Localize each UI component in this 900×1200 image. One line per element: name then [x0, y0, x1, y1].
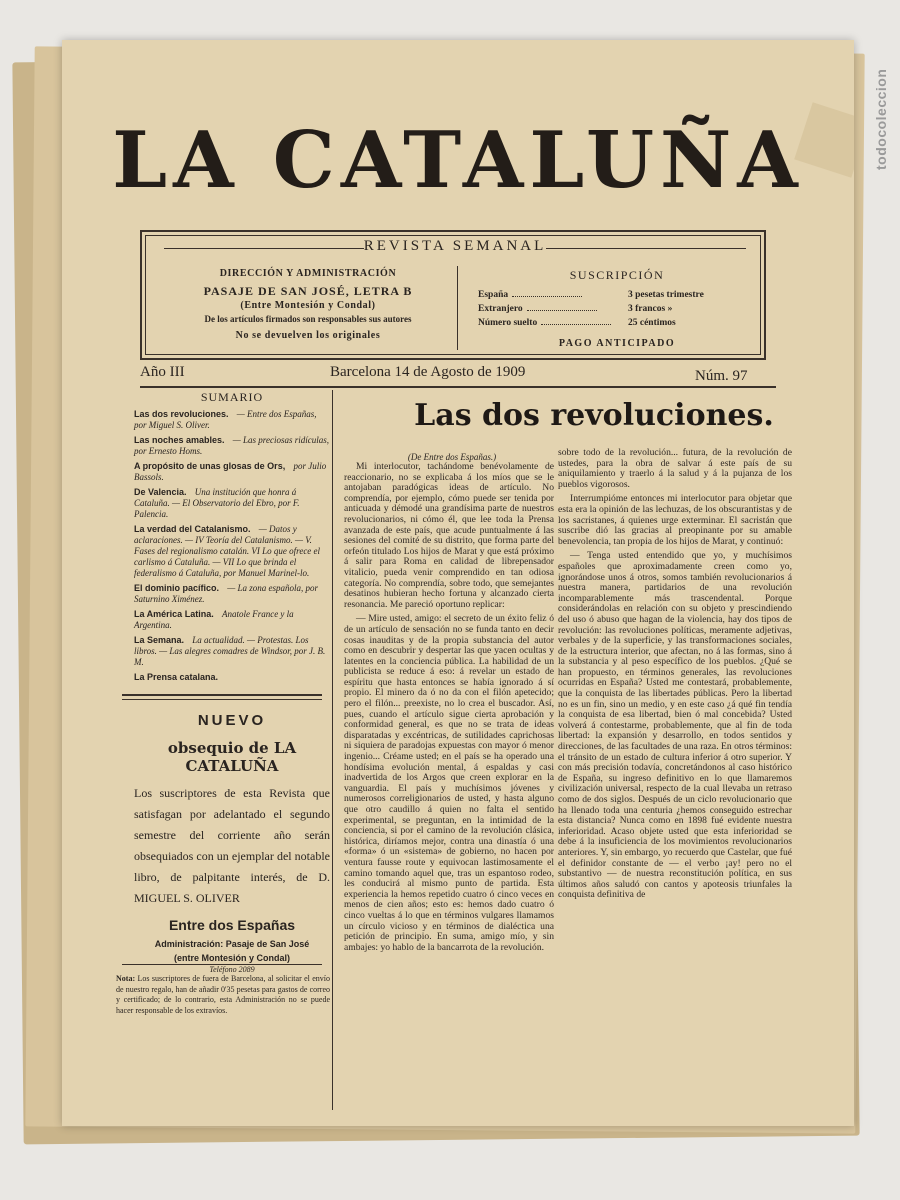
direccion-label: DIRECCIÓN Y ADMINISTRACIÓN	[219, 268, 397, 279]
article-column-1	[344, 462, 554, 957]
sumario-item: Las noches amables. — Las preciosas ridículas, por Ernesto Homs.	[134, 435, 329, 456]
sumario-item: La Prensa catalana.	[134, 672, 219, 682]
price-row-extranjero: Extranjero 3 francos »	[478, 304, 673, 314]
promo-book-title: Entre dos Españas	[168, 917, 296, 933]
dateline-rule	[140, 386, 776, 388]
nota-rule	[122, 964, 322, 965]
sumario-item: A propósito de unas glosas de Ors, por Julio Bassols.	[134, 461, 327, 482]
header-rule-left	[164, 248, 364, 249]
sumario-rule-1	[122, 694, 322, 696]
promo-admin: Administración: Pasaje de San José	[154, 939, 310, 949]
header-divider	[457, 266, 458, 350]
sumario-item: La América Latina. Anatole France y la Argentina.	[134, 609, 294, 630]
revista-semanal: REVISTA SEMANAL	[363, 238, 547, 254]
firmados-note: De los artículos firmados son responsables sus autores	[204, 314, 412, 324]
sumario-item: La Semana. La actualidad. — Protestas. Los libros. — Las alegres comadres de Windsor, por J. B. M.	[134, 635, 326, 667]
price-row-numero: Número suelto 25 céntimos	[478, 318, 676, 328]
promo-entre: (entre Montesión y Condal)	[173, 953, 290, 963]
column-divider	[332, 390, 333, 1110]
newspaper-page	[62, 40, 854, 1126]
article-paragraph: — Mire usted, amigo: el secreto de un éxito feliz ó de un artículo de sensación no se funda tanto en decir cosas inauditas y de la propia substancia del autor como en descubrir y despertar las que yacen ocultas y latentes en la conciencia pública. La habilidad de un publicista se reduce á eso: á revelar un estado de espíritu que hasta entonces se había ignorado á sí propio. El minero da ó no da con el filón apetecido; pero el filón... preexiste, no lo crea el buscador. Así, pues, cuando el artículo sigue cierta aprobación y conformidad general, es que no se trata de ideas disparatadas y excéntricas, de sutilidades caprichosas ni siquiera de paradojas expuestas con mayor ó menor ingenio... Créame usted; en el país se ha operado una hondísima evolución mental, á espaldas y casi inadvertida de los Argos que creen explorar en la vanguardia. El país y muchísimos jóvenes y numerosos correligionarios de usted, y hasta alguno que otro caudillo á quien no falta el sentido experimental, se preguntan, en la intimidad de la conciencia, si por el camino de la revolución clásica, histórica, diríamos mejor, contra una dinastía ó una «forma» ó un «sistema» de gobierno, no hacen por ventura fausse route y equivocan lastimosamente el camino tomando aquel que, tras un espantoso rodeo, les conducirá al mismo punto de partida. Esta experiencia la hemos repetido cuatro ó cinco veces en menos de cien años; esto es: hemos dado cuatro ó cinco vueltas á lo que en términos vulgares llamamos un círculo vicioso y en términos de dialéctica una petición de principio. En suma, amigo mío, y sin ambajes: yo hablo de la bancarrota de la revolución.	[344, 613, 554, 953]
suscripcion-heading: SUSCRIPCIÓN	[569, 268, 665, 282]
promo-box	[134, 712, 330, 974]
article-title: Las dos revoluciones.	[414, 398, 774, 433]
price-row-espana: España 3 pesetas trimestre	[478, 290, 704, 300]
pago-anticipado: PAGO ANTICIPADO	[558, 338, 676, 349]
header-rule-right	[546, 248, 746, 249]
article-paragraph: Interrumpióme entonces mi interlocutor para objetar que esta era la opinión de las lechuzas, de los obscurantistas y de los sacristanes, á quienes urge exterminar. El sacristán que suscribe dió las gracias al preopinante por su amable benevolencia, tan propia de los hijos de Marat, y continuó:	[558, 493, 792, 547]
pasaje-address: PASAJE DE SAN JOSÉ, LETRA B	[203, 284, 413, 298]
sumario-item: Las dos revoluciones. — Entre dos Españas, por Miguel S. Oliver.	[134, 409, 317, 430]
entre-calles: (Entre Montesión y Condal)	[240, 300, 376, 311]
sumario-rule-2	[122, 699, 322, 700]
promo-body: Los suscriptores de esta Revista que satisfagan por adelantado el segundo semestre del corriente año serán obsequiados con un ejemplar del notable libro, de palpitante interés, de D. MIGUEL S. OLIVER	[134, 786, 330, 905]
watermark: todocoleccion	[873, 68, 889, 170]
sumario-item: La verdad del Catalanismo. — Datos y aclaraciones. — IV Teoría del Catalanismo. — V. Fases del regionalismo catalán. VI Lo que ofrece el carlismo á Cataluña. — VII Lo que brinda el federalismo á Cataluña, por Manuel Marinel-lo.	[134, 524, 321, 578]
sumario-item: De Valencia. Una institución que honra á Cataluña. — El Observatorio del Ebro, por F. Palencia.	[134, 487, 300, 519]
fecha: Barcelona 14 de Agosto de 1909	[330, 364, 526, 380]
sumario-item: El dominio pacífico. — La zona española, por Saturnino Ximénez.	[134, 583, 319, 604]
dateline	[140, 364, 766, 386]
sumario	[134, 392, 330, 687]
promo-nuevo: NUEVO	[197, 712, 267, 729]
article-paragraph: sobre todo de la revolución... futura, de la revolución de ustedes, para la obra de salvar á este país de su aniquilamiento y traerlo á la salud y á la pujanza de los pueblos vigorosos.	[558, 447, 792, 490]
promo-obsequio: obsequio de LA CATALUÑA	[167, 739, 297, 775]
masthead: LA CATALUÑA	[112, 115, 804, 206]
article-paragraph: Mi interlocutor, tachándome benévolamente de reaccionario, no se explicaba á los míos que se le antojaban paradógicas ideas de artículo. No comprendía, por ejemplo, cómo puede ser tenida por anticuada y démodé una grandísima parte de nuestros revolucionarios, ni cómo él, que lee toda la Prensa avanzada de este país, que acude puntualmente á las sesiones del comité de su distrito, que forma parte del orfeón titulado Los hijos de Marat y que está próximo á salir para Roma en calidad de librepensador vitalicio, pueda venir comprendido en tan odiosa categoría. No comprendía, sobre todo, que semejantes desatinos hubieran hecho fortuna y alcanzado cierta resonancia. Me pareció oportuno replicar:	[344, 461, 554, 610]
numero: Núm. 97	[695, 368, 748, 384]
sumario-heading: SUMARIO	[200, 390, 264, 404]
article-column-2	[558, 448, 792, 905]
article-source: (De Entre dos Españas.)	[407, 452, 497, 462]
header-box	[140, 230, 766, 360]
nota: Nota: Los suscriptores de fuera de Barcelona, al solicitar el envío de nuestro regalo, han de añadir 0'35 pesetas para gastos de correo y certificado; de lo contrario, esta Administración no se puede hacer responsable de los extravíos.	[116, 974, 331, 1015]
article-paragraph: — Tenga usted entendido que yo, y muchísimos españoles que aproximadamente creen como yo, ignorándose unos á otros, somos también revolucionarios á nuestra manera, partidarios de una revolución incomparablemente más trascendental. Porque considerándolas en relación con su objeto y prescindiendo del uso ó abuso que hagan de la violencia, hay dos tipos de revolución: las revoluciones políticas, meramente adjetivas, verbales y de la superficie, y las transformaciones sociales, de la estructura interior, que afectan, no á las formas, sino á la substancia y al peso específico de los pueblos. ¿Qué se han propuesto, en términos generales, las revoluciones ocurridas en España? Usted me contestará, probablemente, que la conquista de las libertades públicas. Pero la libertad no es un fin, sino un medio, y en este caso ¿á qué fin tendía la conquista de esa libertad, bien ó mal concebida? Usted volverá á contestarme, probablemente, que al fin de toda libertad: la expansión y desarrollo, en todos sentidos y direcciones, de las facultades de una raza. En otros términos: el tránsito de un estado de cultura inferior á otro superior. Y con más precisión todavía, concretándonos al caso histórico de España, su ingreso definitivo en lo que llamaremos civilización universal, respecto de la cual llevaba un retraso como de dos siglos. Después de un ciclo revolucionario que ha llenado toda una centuria ¿hemos conseguido estrechar esta distancia? Nunca como en 1898 fué evidente nuestra inferioridad. Acaso objete usted que esta inferioridad se debe á la insuficiencia de los movimientos revolucionarios anteriores. Y, sin embargo, yo recuerdo que Castelar, que fué el definidor constante de — el verbo ¡ay! pero no el substantivo — de nuestra reconstitución política, en sus últimos años saludó con cantos y apoteosis triunfales la conquista definitiva de	[558, 550, 792, 901]
promo-telefono: Teléfono 2089	[209, 965, 255, 974]
ano-label: Año III	[140, 364, 185, 380]
originales-note: No se devuelven los originales	[235, 330, 381, 341]
